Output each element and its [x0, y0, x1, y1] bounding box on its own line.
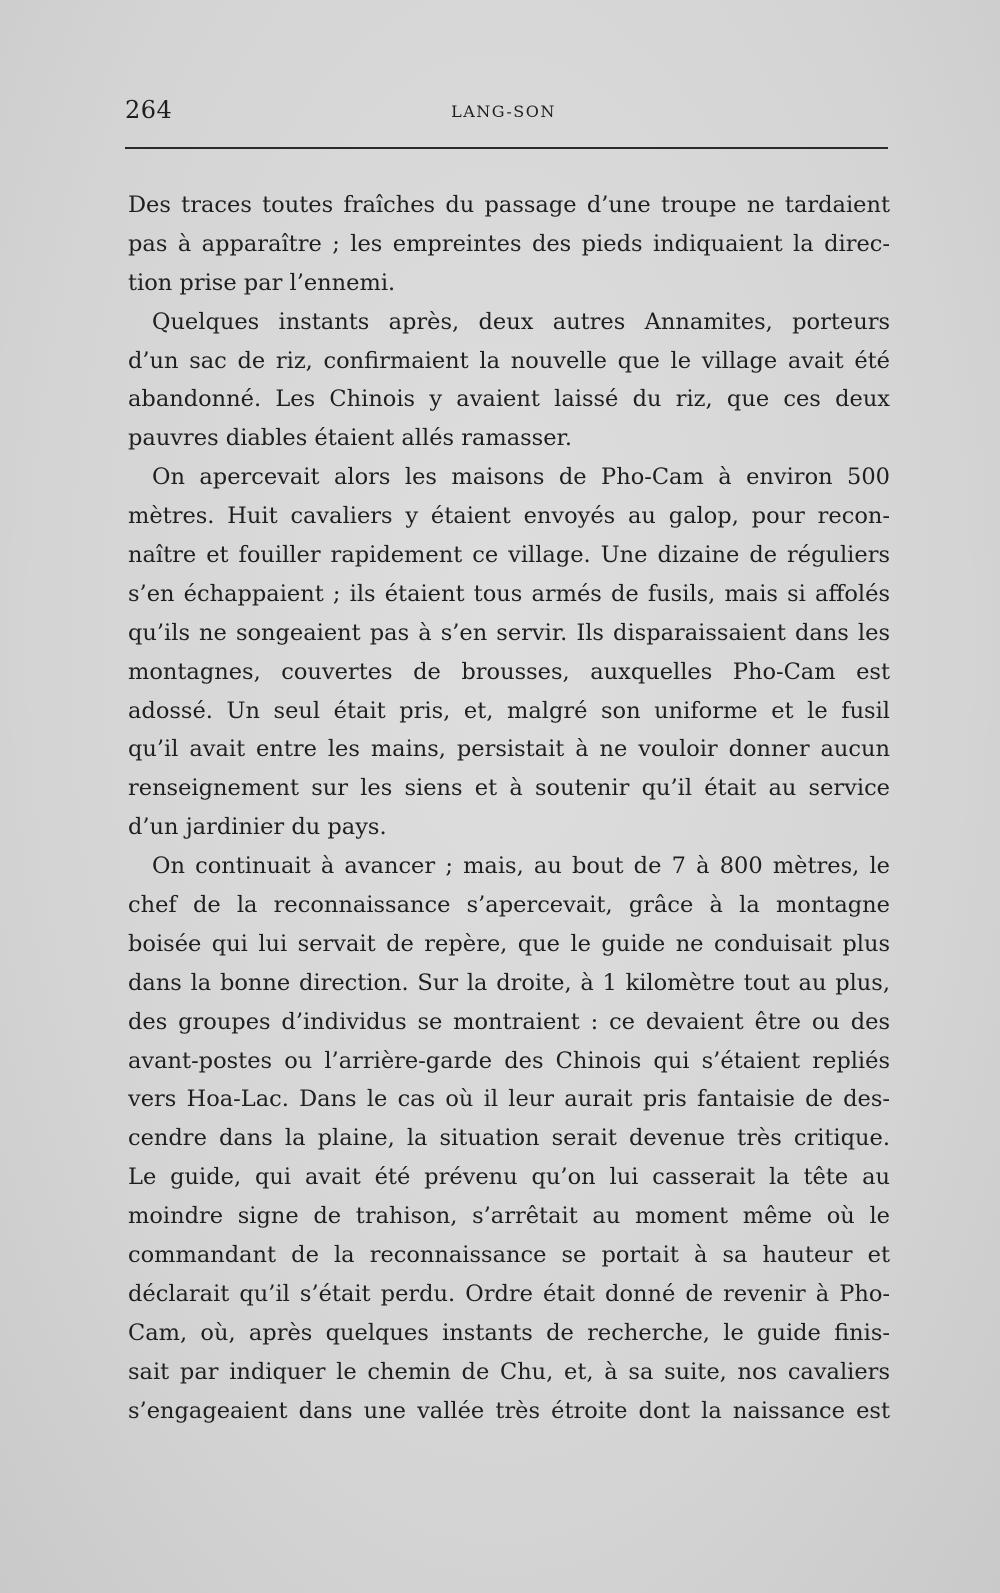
running-title: LANG-SON	[451, 102, 556, 121]
text-line: s’en échappaient ; ils étaient tous armés de fusils, mais si affolés	[128, 580, 890, 607]
text-line: On apercevait alors les maisons de Pho-Cam à environ 500	[152, 464, 890, 491]
text-line: abandonné. Les Chinois y avaient laissé du riz, que ces deux	[128, 386, 890, 413]
page-number: 264	[125, 96, 173, 124]
text-line: des groupes d’individus se montraient : ce devaient être ou des	[128, 1008, 890, 1035]
text-line: sait par indiquer le chemin de Chu, et, à sa suite, nos cavaliers	[128, 1358, 890, 1385]
text-line: adossé. Un seul était pris, et, malgré son uniforme et le fusil	[128, 697, 890, 724]
text-line: d’un jardinier du pays.	[128, 814, 387, 841]
text-line: montagnes, couvertes de brousses, auxquelles Pho-Cam est	[128, 658, 890, 685]
text-line: chef de la reconnaissance s’apercevait, grâce à la montagne	[128, 892, 890, 919]
text-line: tion prise par l’ennemi.	[128, 269, 396, 296]
text-line: qu’il avait entre les mains, persistait à ne vouloir donner aucun	[128, 736, 890, 763]
text-line: mètres. Huit cavaliers y étaient envoyés au galop, pour recon-	[128, 503, 890, 530]
text-line: boisée qui lui servait de repère, que le guide ne conduisait plus	[128, 930, 890, 957]
text-line: qu’ils ne songeaient pas à s’en servir. Ils disparaissaient dans les	[128, 619, 890, 646]
text-line: déclarait qu’il s’était perdu. Ordre était donné de revenir à Pho-	[128, 1280, 890, 1307]
text-line: s’engageaient dans une vallée très étroite dont la naissance est	[128, 1397, 890, 1424]
text-line: moindre signe de trahison, s’arrêtait au moment même où le	[128, 1203, 890, 1230]
header-rule	[125, 147, 888, 149]
text-line: renseignement sur les siens et à soutenir qu’il était au service	[128, 775, 890, 802]
text-line: avant-postes ou l’arrière-garde des Chinois qui s’étaient repliés	[128, 1047, 890, 1074]
page-header	[125, 96, 882, 132]
text-line: Des traces toutes fraîches du passage d’une troupe ne tardaient	[128, 192, 890, 218]
text-line: pas à apparaître ; les empreintes des pieds indiquaient la direc-	[128, 230, 890, 257]
text-line: Le guide, qui avait été prévenu qu’on lui casserait la tête au	[128, 1164, 890, 1191]
text-line: dans la bonne direction. Sur la droite, à 1 kilomètre tout au plus,	[128, 969, 890, 996]
text-line: vers Hoa-Lac. Dans le cas où il leur aurait pris fantaisie de des-	[128, 1086, 890, 1113]
text-line: commandant de la reconnaissance se portait à sa hauteur et	[128, 1242, 890, 1269]
text-line: pauvres diables étaient allés ramasser.	[128, 425, 572, 452]
text-line: Cam, où, après quelques instants de recherche, le guide finis-	[128, 1319, 890, 1346]
text-line: Quelques instants après, deux autres Annamites, porteurs	[152, 308, 890, 335]
text-line: d’un sac de riz, confirmaient la nouvelle que le village avait été	[128, 347, 890, 374]
text-line: cendre dans la plaine, la situation serait devenue très critique.	[128, 1125, 890, 1152]
text-line: naître et fouiller rapidement ce village. Une dizaine de réguliers	[128, 542, 890, 569]
text-line: On continuait à avancer ; mais, au bout de 7 à 800 mètres, le	[152, 853, 890, 880]
body-text	[128, 186, 890, 1431]
